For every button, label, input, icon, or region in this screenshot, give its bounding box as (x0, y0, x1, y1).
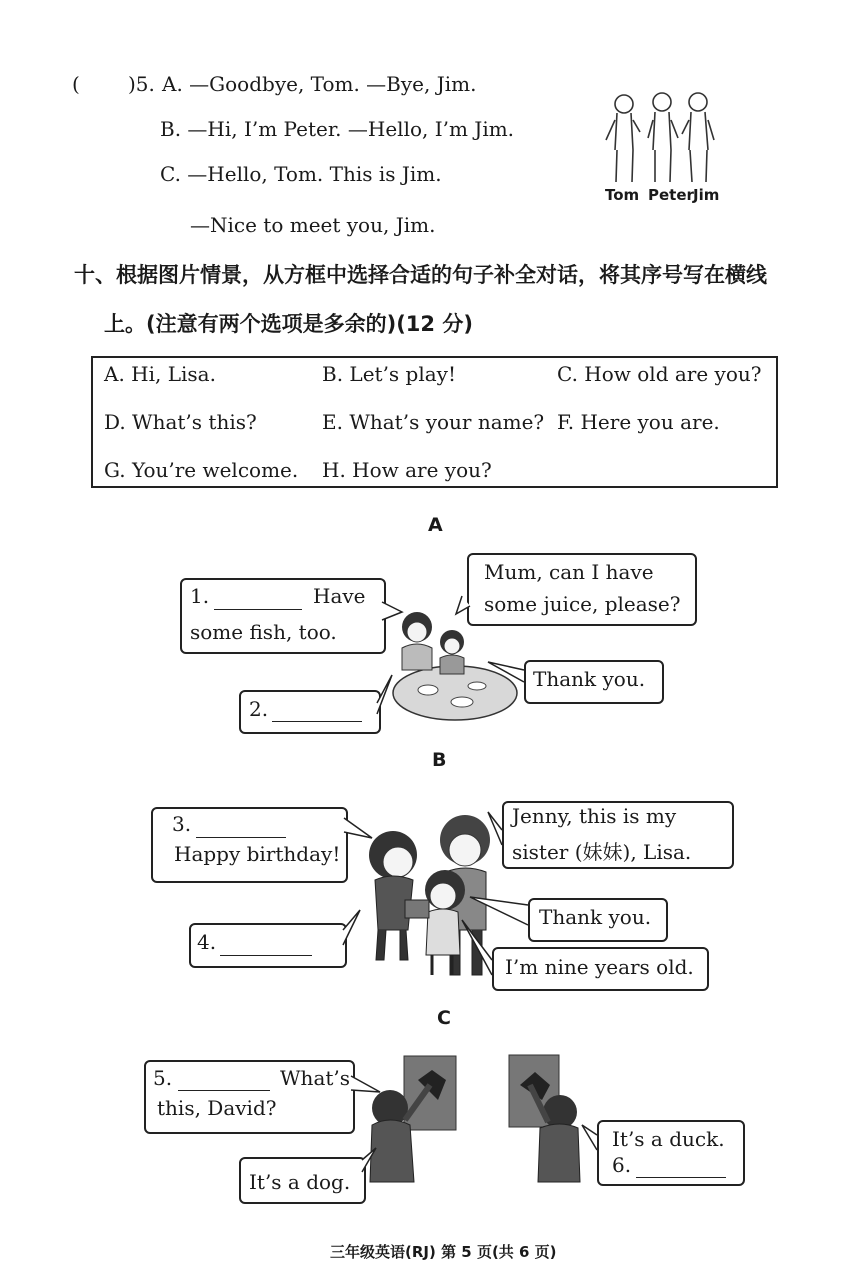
bubble-3-num: 3. (172, 812, 192, 836)
bubble-4-num: 4. (197, 930, 217, 954)
option-item: G. You’re welcome. (104, 458, 299, 482)
bubble-1-num: 1. (190, 584, 210, 608)
question-number: )5. (128, 72, 155, 96)
answer-blank-6[interactable] (636, 1159, 726, 1178)
option-item: E. What’s your name? (322, 410, 545, 434)
bubble-2-num: 2. (249, 697, 269, 721)
scene-b-label: B (432, 749, 447, 771)
scene-a-label: A (428, 514, 443, 536)
option-item: A. Hi, Lisa. (104, 362, 216, 386)
answer-blank-2[interactable] (272, 703, 362, 722)
bubble-5-line2: this, David? (157, 1096, 277, 1120)
bubble-duck-text: It’s a duck. (612, 1127, 725, 1151)
bubble-5-text: What’s (280, 1066, 351, 1090)
option-item: F. Here you are. (557, 410, 720, 434)
bubble-mum-line2: some juice, please? (484, 592, 681, 616)
answer-blank-3[interactable] (196, 819, 286, 838)
option-item: D. What’s this? (104, 410, 257, 434)
bubble-1-text: Have (313, 584, 366, 608)
section-title-line2: 上。(注意有两个选项是多余的)(12 分) (104, 312, 473, 336)
bubble-nine-text: I’m nine years old. (505, 955, 694, 979)
scene-c-label: C (437, 1007, 451, 1029)
option-b: B. —Hi, I’m Peter. —Hello, I’m Jim. (160, 117, 515, 141)
bubble-6-num: 6. (612, 1153, 632, 1177)
name-jim: Jim (693, 186, 720, 204)
option-c: C. —Hello, Tom. This is Jim. (160, 162, 442, 186)
bubble-thanks-a-text: Thank you. (533, 667, 646, 691)
name-tom: Tom (605, 186, 640, 204)
option-item: B. Let’s play! (322, 362, 457, 386)
answer-blank-5[interactable] (178, 1072, 270, 1091)
bubble-3-line2: Happy birthday! (174, 842, 341, 866)
answer-blank-1[interactable] (214, 591, 302, 610)
page-footer: 三年级英语(RJ) 第 5 页(共 6 页) (330, 1243, 557, 1261)
option-a: A. —Goodbye, Tom. —Bye, Jim. (162, 72, 477, 96)
answer-blank-4[interactable] (220, 937, 312, 956)
bubble-dog-text: It’s a dog. (249, 1170, 351, 1194)
name-peter: Peter (648, 186, 694, 204)
bubble-mum-line1: Mum, can I have (484, 560, 654, 584)
section-title-line1: 十、根据图片情景，从方框中选择合适的句子补全对话，将其序号写在横线 (74, 263, 767, 287)
bubble-thanks-b-text: Thank you. (539, 905, 652, 929)
bubble-jenny-line1: Jenny, this is my (512, 804, 677, 828)
option-item: H. How are you? (322, 458, 492, 482)
answer-paren-open: ( (72, 72, 80, 96)
option-item: C. How old are you? (557, 362, 762, 386)
option-c-reply: —Nice to meet you, Jim. (190, 213, 436, 237)
bubble-5-num: 5. (153, 1066, 173, 1090)
bubble-1-line2: some fish, too. (190, 620, 337, 644)
bubble-jenny-line2: sister (妹妹), Lisa. (512, 840, 692, 864)
